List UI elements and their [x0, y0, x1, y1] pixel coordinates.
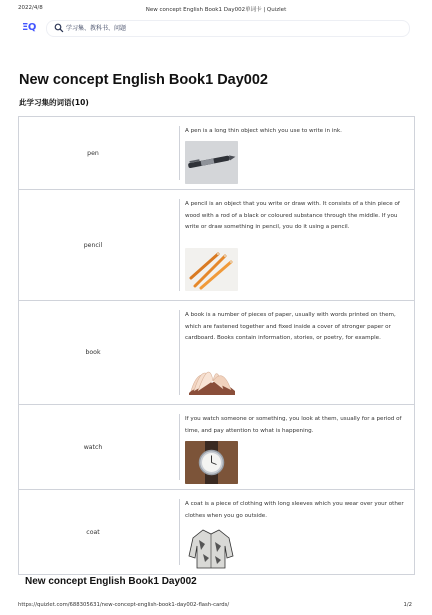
print-header — [0, 0, 432, 14]
term-word: watch — [83, 443, 103, 451]
page-number: 1/2 — [403, 602, 412, 608]
print-page-title: New concept English Book1 Day002单词卡 | Quizlet — [145, 7, 287, 13]
term-word: pencil — [83, 241, 103, 249]
term-card — [18, 116, 415, 190]
pen-image[interactable] — [185, 141, 238, 184]
print-date: 2022/4/8 — [18, 5, 43, 11]
open-book-image[interactable] — [185, 355, 238, 398]
term-definition: A pen is a long thin object which you use to write in ink. — [185, 128, 342, 134]
coat-image[interactable] — [185, 526, 238, 569]
search-icon[interactable] — [54, 23, 64, 33]
print-footer — [0, 597, 432, 615]
term-definition: A pencil is an object that you write or draw with. It consists of a thin piece of wood with a rod of a black or coloured substance through the middle. If you write or draw something in pencil, you do it using a pencil. — [185, 201, 400, 231]
term-word: book — [85, 349, 101, 356]
card-divider — [179, 414, 180, 480]
pencils-image[interactable] — [185, 248, 238, 291]
card-divider — [179, 126, 180, 180]
terms-section-title: 此学习集的词语(10) — [19, 98, 89, 107]
term-card — [18, 189, 415, 301]
term-word: coat — [86, 528, 100, 536]
term-card — [18, 300, 415, 405]
term-word: pen — [87, 149, 99, 157]
card-divider — [179, 310, 180, 395]
card-divider — [179, 199, 180, 291]
quizlet-logo-icon[interactable]: ΞQ — [22, 22, 36, 33]
term-card — [18, 489, 415, 575]
page-url: https://quizlet.com/688305631/new-concept-english-book1-day002-flash-cards/ — [18, 602, 230, 608]
footer-set-title: New concept English Book1 Day002 — [25, 576, 197, 587]
term-card — [18, 404, 415, 490]
term-definition: A coat is a piece of clothing with long sleeves which you wear over your other clothes when you go outside. — [185, 501, 404, 519]
card-divider — [179, 499, 180, 565]
set-title: New concept English Book1 Day002 — [19, 72, 268, 88]
term-definition: A book is a number of pieces of paper, usually with words printed on them, which are fastened together and fixed inside a cover of stronger paper or cardboard. Books contain information, stories, or poetry, for example. — [185, 312, 396, 342]
wristwatch-image[interactable] — [185, 441, 238, 484]
term-definition: If you watch someone or something, you look at them, usually for a period of time, and pay attention to what is happening. — [185, 416, 402, 434]
search-box[interactable] — [46, 20, 410, 37]
search-input[interactable] — [66, 22, 366, 34]
top-navigation-bar — [18, 19, 410, 39]
